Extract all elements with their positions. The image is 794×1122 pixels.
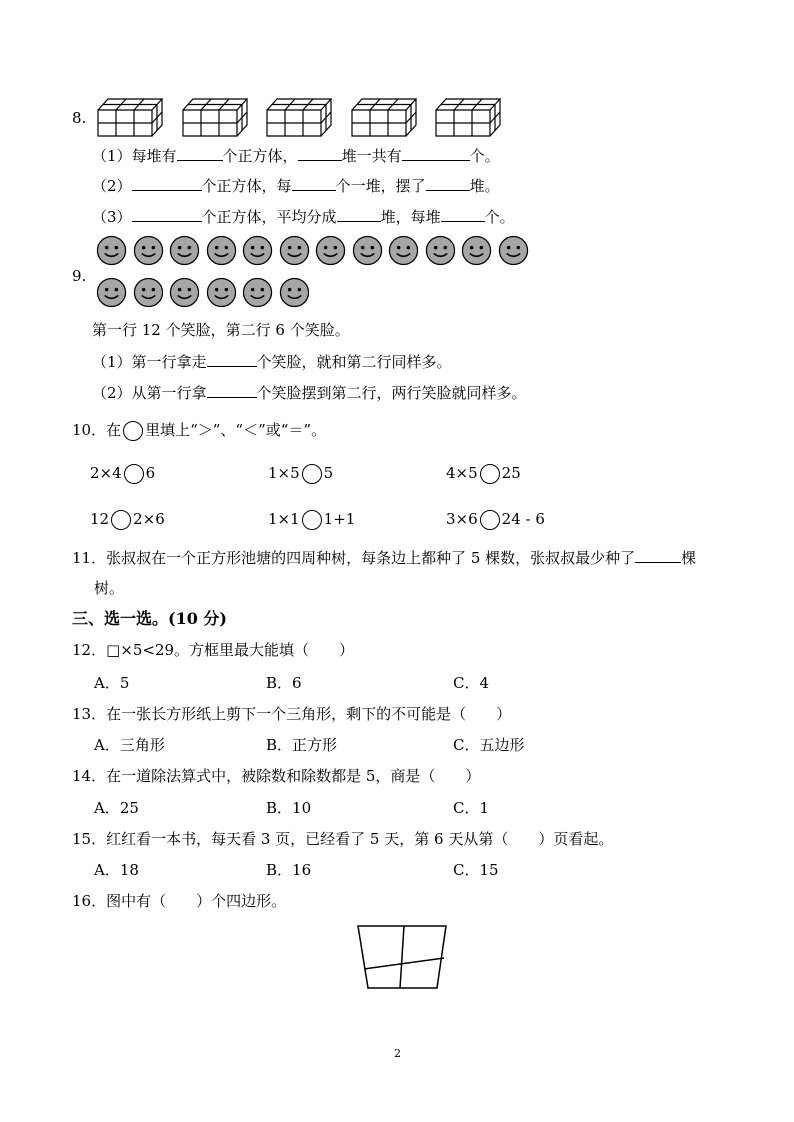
page-number: 2 [394,1047,401,1060]
smiley-face-icon [461,235,492,266]
compare-right: 24 - 6 [501,510,545,528]
answer-blank[interactable] [132,176,202,191]
q8-sub3-b: 个正方体，平均分成 [201,208,337,226]
q8-sub3-a: （3） [92,208,132,226]
compare-right: 2×6 [133,510,165,528]
diagonal-divider [364,958,444,969]
cube-stack [182,97,248,137]
q9-sub2-a: （2）从第一行拿 [92,384,207,402]
q8-sub2-c: 个一堆，摆了 [335,177,426,195]
q8-sub3 [92,207,515,227]
q11-line1 [72,548,696,568]
option-c[interactable]: C．1 [453,799,490,817]
q14-question: 14．在一道除法算式中，被除数和除数都是 5，商是（ ） [72,767,481,785]
smiley-face-icon [96,277,127,308]
compare-left: 3×6 [446,510,478,528]
answer-blank[interactable] [177,146,223,161]
q10-prompt-post: 里填上“＞”、“＜”或“＝”。 [145,421,327,439]
smiley-face-icon [96,235,127,266]
smiley-face-icon [242,277,273,308]
cube-stack [351,97,417,137]
smiley-face-icon [498,235,529,266]
q15-question: 15．红红看一本书，每天看 3 页，已经看了 5 天，第 6 天从第（ ）页看起。 [72,830,614,848]
compare-circle[interactable] [124,464,144,484]
compare-item [446,509,545,530]
compare-circle [123,421,143,441]
q11-text: 11．张叔叔在一个正方形池塘的四周种树，每条边上都种了 5 棵数，张叔叔最少种了 [72,549,636,567]
answer-blank[interactable] [207,383,257,398]
answer-blank[interactable] [426,176,470,191]
cube-stack [97,97,163,137]
compare-item [90,463,155,484]
compare-left: 1×1 [268,510,300,528]
option-b[interactable]: B．16 [266,861,312,879]
option-a[interactable]: A．三角形 [94,736,165,754]
compare-circle[interactable] [480,464,500,484]
compare-left: 12 [90,510,110,528]
option-c[interactable]: C．15 [453,861,499,879]
answer-blank[interactable] [298,146,342,161]
compare-circle[interactable] [111,510,131,530]
q9-number: 9. [72,267,87,285]
q8-sub1-d: 个。 [469,147,500,165]
compare-item [268,509,355,530]
option-a[interactable]: A．5 [94,674,130,692]
option-b[interactable]: B．6 [266,674,302,692]
option-a[interactable]: A．25 [94,799,139,817]
smiley-face-icon [388,235,419,266]
compare-circle[interactable] [302,464,322,484]
compare-right: 1+1 [323,510,356,528]
compare-item [90,509,165,530]
q11-unit: 棵 [681,549,697,567]
compare-item [446,463,521,484]
q13-question: 13．在一张长方形纸上剪下一个三角形，剩下的不可能是（ ） [72,705,512,723]
smiley-face-icon [133,235,164,266]
answer-blank[interactable] [132,207,202,222]
q8-sub3-c: 堆，每堆 [380,208,441,226]
cube-stack [266,97,332,137]
q8-sub1 [92,146,500,166]
compare-circle[interactable] [480,510,500,530]
answer-blank[interactable] [207,352,257,367]
q8-sub3-d: 个。 [484,208,515,226]
smiley-face-icon [315,235,346,266]
smiley-face-icon [206,277,237,308]
q8-sub1-c: 堆一共有 [341,147,402,165]
smiley-face-icon [169,277,200,308]
smiley-face-icon [425,235,456,266]
q8-number: 8. [72,109,87,127]
q10-prompt-pre: 10．在 [72,421,122,439]
option-a[interactable]: A．18 [94,861,139,879]
smiley-face-icon [279,235,310,266]
q16-question: 16．图中有（ ）个四边形。 [72,892,287,910]
option-c[interactable]: C．五边形 [453,736,525,754]
q9-sub1 [92,352,452,372]
smiley-face-icon [352,235,383,266]
q12-question: 12．□×5<29。方框里最大能填（ ） [72,641,355,659]
compare-left: 1×5 [268,464,300,482]
smiley-face-icon [206,235,237,266]
compare-right: 6 [145,464,156,482]
quadrilateral-figure [354,922,450,992]
option-b[interactable]: B．正方形 [266,736,338,754]
q10-prompt [72,420,326,441]
q9-description: 第一行 12 个笑脸，第二行 6 个笑脸。 [92,321,350,339]
compare-item [268,463,333,484]
compare-left: 4×5 [446,464,478,482]
q9-sub2-b: 个笑脸摆到第二行，两行笑脸就同样多。 [256,384,527,402]
answer-blank[interactable] [337,207,381,222]
compare-circle[interactable] [302,510,322,530]
smiley-face-icon [133,277,164,308]
q8-sub2 [92,176,500,196]
q8-sub2-d: 堆。 [469,177,500,195]
answer-blank[interactable] [402,146,470,161]
compare-right: 25 [501,464,521,482]
smiley-face-icon [169,235,200,266]
q9-sub1-a: （1）第一行拿走 [92,353,207,371]
answer-blank[interactable] [635,548,681,563]
q8-sub2-a: （2） [92,177,132,195]
q9-sub1-b: 个笑脸，就和第二行同样多。 [256,353,452,371]
smiley-face-icon [279,277,310,308]
q11-line2: 树。 [94,579,125,597]
q8-sub1-b: 个正方体， [222,147,298,165]
answer-blank[interactable] [292,176,336,191]
q8-sub1-a: （1）每堆有 [92,147,177,165]
cube-stack [435,97,501,137]
section-heading: 三、选一选。(10 分) [72,609,227,628]
option-b[interactable]: B．10 [266,799,312,817]
smiley-face-icon [242,235,273,266]
answer-blank[interactable] [441,207,485,222]
q9-sub2 [92,383,527,403]
compare-left: 2×4 [90,464,122,482]
vertical-divider [400,926,404,988]
option-c[interactable]: C．4 [453,674,490,692]
q8-sub2-b: 个正方体，每 [201,177,292,195]
compare-right: 5 [323,464,334,482]
